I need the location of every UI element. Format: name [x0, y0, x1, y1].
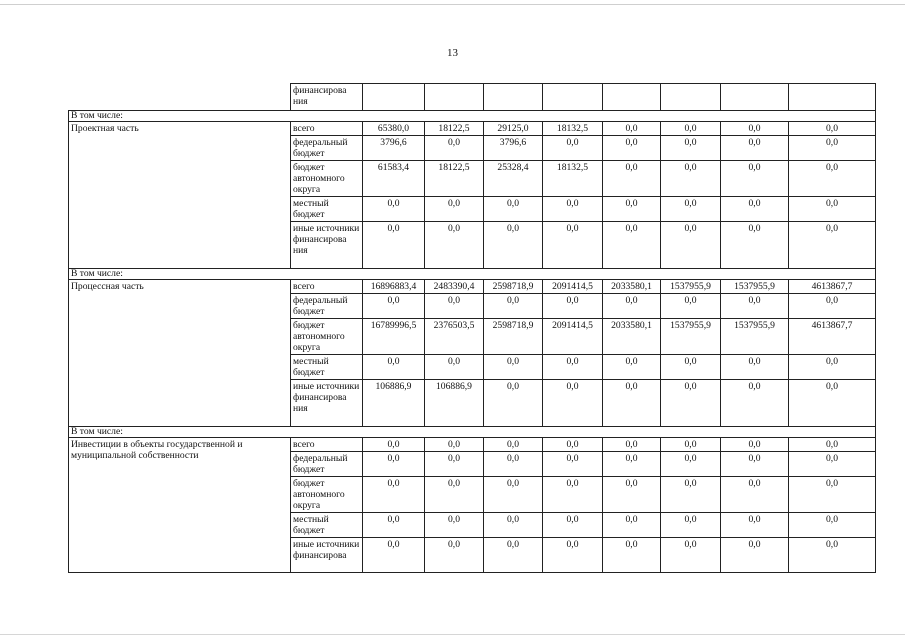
- value-cell: 2376503,5: [425, 319, 484, 355]
- value-cell: 2091414,5: [543, 319, 603, 355]
- funding-type: местный бюджет: [291, 355, 363, 380]
- value-cell: 0,0: [543, 513, 603, 538]
- value-cell: 0,0: [543, 538, 603, 573]
- value-cell: 0,0: [425, 197, 484, 222]
- value-cell: 0,0: [789, 222, 876, 269]
- value-cell: 0,0: [484, 380, 543, 427]
- funding-type: бюджет автономного округа: [291, 319, 363, 355]
- value-cell: 0,0: [425, 513, 484, 538]
- value-cell: 0,0: [425, 477, 484, 513]
- in-that-number-label: В том числе:: [69, 111, 876, 122]
- funding-type: всего: [291, 122, 363, 136]
- value-cell: 0,0: [721, 380, 789, 427]
- value-cell: 0,0: [789, 538, 876, 573]
- value-cell: 0,0: [603, 513, 661, 538]
- section-separator: [69, 427, 876, 438]
- value-cell: 1537955,9: [721, 319, 789, 355]
- value-cell: 0,0: [661, 380, 721, 427]
- value-cell: 16789996,5: [363, 319, 425, 355]
- value-cell: 0,0: [484, 452, 543, 477]
- value-cell: 0,0: [603, 355, 661, 380]
- value-cell: 2091414,5: [543, 280, 603, 294]
- table-row: [69, 84, 876, 111]
- section-name: Процессная часть: [69, 280, 291, 427]
- value-cell: 0,0: [661, 294, 721, 319]
- value-cell: 0,0: [363, 452, 425, 477]
- table-body: [69, 84, 876, 573]
- value-cell: 16896883,4: [363, 280, 425, 294]
- value-cell: 0,0: [543, 355, 603, 380]
- value-cell: 0,0: [789, 161, 876, 197]
- value-cell: 0,0: [661, 222, 721, 269]
- value-cell: [543, 84, 603, 111]
- value-cell: 0,0: [425, 438, 484, 452]
- value-cell: 0,0: [721, 136, 789, 161]
- value-cell: 0,0: [721, 161, 789, 197]
- value-cell: 0,0: [425, 452, 484, 477]
- value-cell: 0,0: [425, 355, 484, 380]
- value-cell: 18122,5: [425, 122, 484, 136]
- value-cell: 0,0: [789, 477, 876, 513]
- value-cell: 0,0: [484, 355, 543, 380]
- table-row: [69, 122, 876, 136]
- value-cell: 2598718,9: [484, 319, 543, 355]
- type-cell: финансирова ния: [291, 84, 363, 111]
- value-cell: 0,0: [484, 477, 543, 513]
- value-cell: 0,0: [603, 122, 661, 136]
- value-cell: 0,0: [789, 380, 876, 427]
- value-cell: 0,0: [721, 197, 789, 222]
- funding-type: всего: [291, 280, 363, 294]
- value-cell: [789, 84, 876, 111]
- value-cell: 3796,6: [484, 136, 543, 161]
- value-cell: 0,0: [661, 477, 721, 513]
- value-cell: 0,0: [661, 355, 721, 380]
- value-cell: 0,0: [603, 438, 661, 452]
- scan-edge-bottom: [0, 634, 905, 635]
- value-cell: 65380,0: [363, 122, 425, 136]
- value-cell: 0,0: [484, 538, 543, 573]
- funding-type: иные источники финансирова ния: [291, 380, 363, 427]
- value-cell: 0,0: [363, 513, 425, 538]
- section-name: Проектная часть: [69, 122, 291, 269]
- value-cell: [425, 84, 484, 111]
- value-cell: 0,0: [789, 136, 876, 161]
- value-cell: 0,0: [721, 122, 789, 136]
- table-row: [69, 438, 876, 452]
- value-cell: 106886,9: [363, 380, 425, 427]
- value-cell: 0,0: [721, 294, 789, 319]
- value-cell: 0,0: [543, 294, 603, 319]
- value-cell: 0,0: [661, 538, 721, 573]
- value-cell: 0,0: [661, 452, 721, 477]
- value-cell: 0,0: [789, 294, 876, 319]
- value-cell: 0,0: [425, 294, 484, 319]
- funding-type: местный бюджет: [291, 513, 363, 538]
- value-cell: 0,0: [484, 438, 543, 452]
- value-cell: 0,0: [721, 355, 789, 380]
- value-cell: 4613867,7: [789, 280, 876, 294]
- value-cell: 0,0: [363, 438, 425, 452]
- funding-type: федеральный бюджет: [291, 136, 363, 161]
- name-cell: [69, 84, 291, 111]
- funding-type: бюджет автономного округа: [291, 161, 363, 197]
- value-cell: 0,0: [425, 538, 484, 573]
- value-cell: 0,0: [789, 197, 876, 222]
- funding-type: всего: [291, 438, 363, 452]
- value-cell: 106886,9: [425, 380, 484, 427]
- value-cell: 0,0: [789, 122, 876, 136]
- value-cell: 0,0: [661, 438, 721, 452]
- value-cell: 0,0: [603, 538, 661, 573]
- value-cell: 0,0: [721, 438, 789, 452]
- value-cell: 0,0: [543, 136, 603, 161]
- value-cell: 2598718,9: [484, 280, 543, 294]
- value-cell: 0,0: [363, 355, 425, 380]
- value-cell: 0,0: [603, 197, 661, 222]
- value-cell: 0,0: [543, 222, 603, 269]
- value-cell: 0,0: [363, 294, 425, 319]
- value-cell: 0,0: [543, 477, 603, 513]
- value-cell: 0,0: [425, 136, 484, 161]
- value-cell: 2033580,1: [603, 319, 661, 355]
- scan-edge-top: [0, 4, 905, 5]
- value-cell: 0,0: [603, 477, 661, 513]
- value-cell: 0,0: [661, 197, 721, 222]
- value-cell: 1537955,9: [721, 280, 789, 294]
- value-cell: 0,0: [603, 222, 661, 269]
- in-that-number-label: В том числе:: [69, 269, 876, 280]
- value-cell: 0,0: [661, 136, 721, 161]
- funding-type: федеральный бюджет: [291, 294, 363, 319]
- value-cell: 0,0: [789, 355, 876, 380]
- page-number: 13: [447, 47, 458, 59]
- value-cell: 0,0: [484, 513, 543, 538]
- value-cell: 1537955,9: [661, 280, 721, 294]
- value-cell: 0,0: [543, 380, 603, 427]
- financing-table: [68, 83, 876, 573]
- value-cell: [484, 84, 543, 111]
- value-cell: 0,0: [789, 452, 876, 477]
- value-cell: 0,0: [661, 122, 721, 136]
- value-cell: 18132,5: [543, 161, 603, 197]
- section-separator: [69, 111, 876, 122]
- value-cell: 0,0: [661, 513, 721, 538]
- value-cell: [721, 84, 789, 111]
- value-cell: 3796,6: [363, 136, 425, 161]
- value-cell: 0,0: [661, 161, 721, 197]
- funding-type: федеральный бюджет: [291, 452, 363, 477]
- value-cell: 0,0: [363, 222, 425, 269]
- table-row: [69, 280, 876, 294]
- in-that-number-label: В том числе:: [69, 427, 876, 438]
- value-cell: 4613867,7: [789, 319, 876, 355]
- value-cell: 0,0: [721, 513, 789, 538]
- value-cell: 0,0: [789, 513, 876, 538]
- value-cell: 2483390,4: [425, 280, 484, 294]
- value-cell: 0,0: [603, 452, 661, 477]
- funding-type: бюджет автономного округа: [291, 477, 363, 513]
- funding-type: местный бюджет: [291, 197, 363, 222]
- value-cell: 18132,5: [543, 122, 603, 136]
- funding-type: иные источники финансирова ния: [291, 222, 363, 269]
- value-cell: [603, 84, 661, 111]
- value-cell: 0,0: [603, 136, 661, 161]
- value-cell: 0,0: [484, 294, 543, 319]
- value-cell: 0,0: [789, 438, 876, 452]
- value-cell: 0,0: [363, 197, 425, 222]
- value-cell: 0,0: [721, 538, 789, 573]
- value-cell: 0,0: [543, 197, 603, 222]
- value-cell: 0,0: [721, 452, 789, 477]
- value-cell: 1537955,9: [661, 319, 721, 355]
- value-cell: [363, 84, 425, 111]
- value-cell: 0,0: [484, 197, 543, 222]
- value-cell: 61583,4: [363, 161, 425, 197]
- value-cell: 18122,5: [425, 161, 484, 197]
- value-cell: 0,0: [721, 477, 789, 513]
- section-name: Инвестиции в объекты государственной и муниципальной собственности: [69, 438, 291, 573]
- value-cell: 0,0: [425, 222, 484, 269]
- value-cell: 0,0: [543, 438, 603, 452]
- value-cell: 0,0: [363, 477, 425, 513]
- value-cell: 0,0: [603, 294, 661, 319]
- value-cell: 0,0: [603, 380, 661, 427]
- value-cell: 29125,0: [484, 122, 543, 136]
- value-cell: 25328,4: [484, 161, 543, 197]
- funding-type: иные источники финансирова: [291, 538, 363, 573]
- value-cell: 2033580,1: [603, 280, 661, 294]
- value-cell: 0,0: [363, 538, 425, 573]
- value-cell: 0,0: [484, 222, 543, 269]
- value-cell: 0,0: [721, 222, 789, 269]
- value-cell: 0,0: [603, 161, 661, 197]
- value-cell: [661, 84, 721, 111]
- section-separator: [69, 269, 876, 280]
- value-cell: 0,0: [543, 452, 603, 477]
